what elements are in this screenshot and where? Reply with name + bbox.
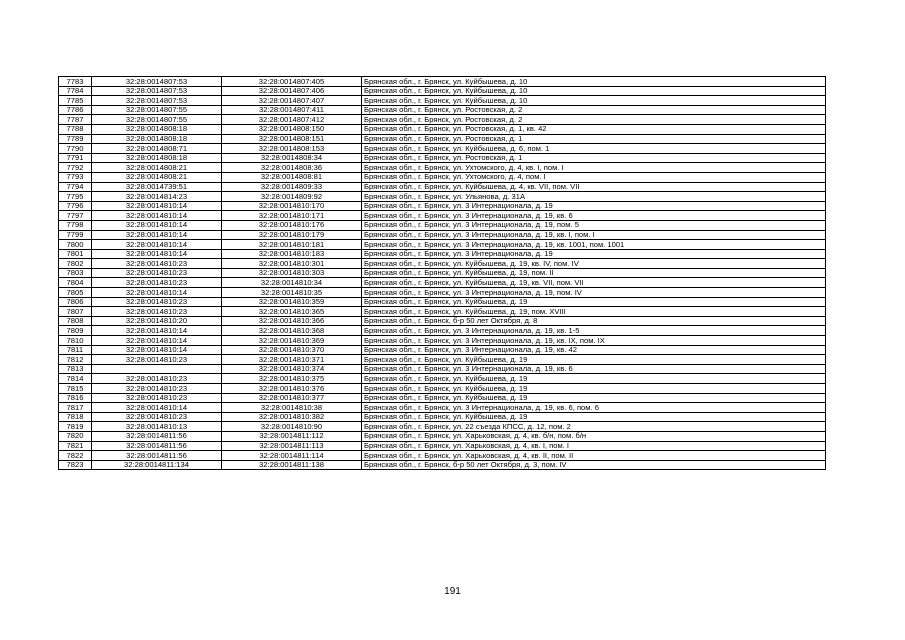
cadastral-number-cell: 32:28:0014810:301 xyxy=(222,259,362,269)
cadastral-number-cell: 32:28:0014809:92 xyxy=(222,192,362,202)
address-cell: Брянская обл., г. Брянск, ул. Куйбышева, д. 19, пом. II xyxy=(362,268,826,278)
row-number-cell: 7804 xyxy=(59,278,92,288)
quarter-number-cell: 32:28:0014807:53 xyxy=(92,77,222,87)
row-number-cell: 7822 xyxy=(59,451,92,461)
cadastral-number-cell: 32:28:0014808:36 xyxy=(222,163,362,173)
quarter-number-cell: 32:28:0014810:23 xyxy=(92,393,222,403)
row-number-cell: 7813 xyxy=(59,364,92,374)
cadastral-number-cell: 32:28:0014807:405 xyxy=(222,77,362,87)
row-number-cell: 7787 xyxy=(59,115,92,125)
quarter-number-cell: 32:28:0014808:71 xyxy=(92,144,222,154)
cadastral-number-cell: 32:28:0014810:181 xyxy=(222,240,362,250)
table-row xyxy=(59,403,826,413)
row-number-cell: 7799 xyxy=(59,230,92,240)
row-number-cell: 7803 xyxy=(59,268,92,278)
cadastral-number-cell: 32:28:0014810:90 xyxy=(222,422,362,432)
row-number-cell: 7807 xyxy=(59,307,92,317)
quarter-number-cell xyxy=(92,364,222,374)
quarter-number-cell: 32:28:0014807:55 xyxy=(92,115,222,125)
row-number-cell: 7786 xyxy=(59,105,92,115)
table-row xyxy=(59,393,826,403)
table-row xyxy=(59,96,826,106)
quarter-number-cell: 32:28:0014810:14 xyxy=(92,249,222,259)
cadastral-number-cell: 32:28:0014807:411 xyxy=(222,105,362,115)
address-cell: Брянская обл., г. Брянск, б-р 50 лет Октября, д. 8 xyxy=(362,316,826,326)
quarter-number-cell: 32:28:0014810:23 xyxy=(92,374,222,384)
table-row xyxy=(59,124,826,134)
table-row xyxy=(59,441,826,451)
cadastral-number-cell: 32:28:0014810:377 xyxy=(222,393,362,403)
address-cell: Брянская обл., г. Брянск, б-р 50 лет Октября, д. 3, пом. IV xyxy=(362,460,826,470)
quarter-number-cell: 32:28:0014810:23 xyxy=(92,412,222,422)
table-row xyxy=(59,115,826,125)
address-cell: Брянская обл., г. Брянск, ул. Ухтомского, д. 4, пом. I xyxy=(362,172,826,182)
address-cell: Брянская обл., г. Брянск, ул. Ульянова, д. 31А xyxy=(362,192,826,202)
row-number-cell: 7823 xyxy=(59,460,92,470)
table-row xyxy=(59,431,826,441)
table-row xyxy=(59,316,826,326)
cadastral-number-cell: 32:28:0014808:151 xyxy=(222,134,362,144)
quarter-number-cell: 32:28:0014810:14 xyxy=(92,230,222,240)
cadastral-number-cell: 32:28:0014810:366 xyxy=(222,316,362,326)
table-row xyxy=(59,105,826,115)
quarter-number-cell: 32:28:0014808:18 xyxy=(92,134,222,144)
table-row xyxy=(59,144,826,154)
row-number-cell: 7793 xyxy=(59,172,92,182)
address-cell: Брянская обл., г. Брянск, ул. 22 съезда КПСС, д. 12, пом. 2 xyxy=(362,422,826,432)
quarter-number-cell: 32:28:0014808:21 xyxy=(92,172,222,182)
address-cell: Брянская обл., г. Брянск, ул. 3 Интернационала, д. 19, кв. 42 xyxy=(362,345,826,355)
address-cell: Брянская обл., г. Брянск, ул. Ростовская, д. 1 xyxy=(362,134,826,144)
address-cell: Брянская обл., г. Брянск, ул. 3 Интернационала, д. 19, кв. I, пом. I xyxy=(362,230,826,240)
row-number-cell: 7791 xyxy=(59,153,92,163)
quarter-number-cell: 32:28:0014811:56 xyxy=(92,431,222,441)
table-row xyxy=(59,249,826,259)
quarter-number-cell: 32:28:0014810:20 xyxy=(92,316,222,326)
table-row xyxy=(59,86,826,96)
quarter-number-cell: 32:28:0014810:23 xyxy=(92,307,222,317)
quarter-number-cell: 32:28:0014810:23 xyxy=(92,355,222,365)
cadastral-number-cell: 32:28:0014808:150 xyxy=(222,124,362,134)
row-number-cell: 7806 xyxy=(59,297,92,307)
row-number-cell: 7783 xyxy=(59,77,92,87)
cadastral-number-cell: 32:28:0014810:35 xyxy=(222,288,362,298)
row-number-cell: 7816 xyxy=(59,393,92,403)
quarter-number-cell: 32:28:0014739:51 xyxy=(92,182,222,192)
address-cell: Брянская обл., г. Брянск, ул. 3 Интернационала, д. 19, кв. 6, пом. 6 xyxy=(362,403,826,413)
quarter-number-cell: 32:28:0014808:18 xyxy=(92,124,222,134)
cadastral-number-cell: 32:28:0014810:34 xyxy=(222,278,362,288)
row-number-cell: 7817 xyxy=(59,403,92,413)
row-number-cell: 7820 xyxy=(59,431,92,441)
row-number-cell: 7812 xyxy=(59,355,92,365)
row-number-cell: 7821 xyxy=(59,441,92,451)
table-row xyxy=(59,451,826,461)
cadastral-number-cell: 32:28:0014810:371 xyxy=(222,355,362,365)
row-number-cell: 7798 xyxy=(59,220,92,230)
cadastral-number-cell: 32:28:0014810:374 xyxy=(222,364,362,374)
quarter-number-cell: 32:28:0014810:23 xyxy=(92,384,222,394)
row-number-cell: 7794 xyxy=(59,182,92,192)
row-number-cell: 7792 xyxy=(59,163,92,173)
cadastral-number-cell: 32:28:0014811:112 xyxy=(222,431,362,441)
registry-table-body xyxy=(59,77,826,470)
table-row xyxy=(59,192,826,202)
address-cell: Брянская обл., г. Брянск, ул. Ростовская, д. 1, кв. 42 xyxy=(362,124,826,134)
address-cell: Брянская обл., г. Брянск, ул. Ухтомского, д. 4, кв. I, пом. I xyxy=(362,163,826,173)
cadastral-number-cell: 32:28:0014810:376 xyxy=(222,384,362,394)
address-cell: Брянская обл., г. Брянск, ул. Куйбышева, д. 6, пом. 1 xyxy=(362,144,826,154)
table-row xyxy=(59,163,826,173)
table-row xyxy=(59,220,826,230)
address-cell: Брянская обл., г. Брянск, ул. Куйбышева, д. 10 xyxy=(362,96,826,106)
registry-table xyxy=(58,76,826,470)
address-cell: Брянская обл., г. Брянск, ул. Куйбышева, д. 19 xyxy=(362,412,826,422)
row-number-cell: 7796 xyxy=(59,201,92,211)
table-row xyxy=(59,326,826,336)
table-row xyxy=(59,172,826,182)
row-number-cell: 7785 xyxy=(59,96,92,106)
table-row xyxy=(59,259,826,269)
quarter-number-cell: 32:28:0014810:23 xyxy=(92,278,222,288)
address-cell: Брянская обл., г. Брянск, ул. Куйбышева, д. 19 xyxy=(362,384,826,394)
row-number-cell: 7810 xyxy=(59,336,92,346)
address-cell: Брянская обл., г. Брянск, ул. 3 Интернационала, д. 19, пом. 5 xyxy=(362,220,826,230)
table-row xyxy=(59,412,826,422)
address-cell: Брянская обл., г. Брянск, ул. Куйбышева, д. 19, кв. IV, пом. IV xyxy=(362,259,826,269)
row-number-cell: 7790 xyxy=(59,144,92,154)
cadastral-number-cell: 32:28:0014809:33 xyxy=(222,182,362,192)
row-number-cell: 7784 xyxy=(59,86,92,96)
address-cell: Брянская обл., г. Брянск, ул. 3 Интернационала, д. 19, кв. 1-5 xyxy=(362,326,826,336)
cadastral-number-cell: 32:28:0014810:38 xyxy=(222,403,362,413)
table-row xyxy=(59,182,826,192)
address-cell: Брянская обл., г. Брянск, ул. Куйбышева, д. 10 xyxy=(362,77,826,87)
cadastral-number-cell: 32:28:0014807:406 xyxy=(222,86,362,96)
quarter-number-cell: 32:28:0014808:18 xyxy=(92,153,222,163)
cadastral-number-cell: 32:28:0014810:183 xyxy=(222,249,362,259)
address-cell: Брянская обл., г. Брянск, ул. Ростовская, д. 1 xyxy=(362,153,826,163)
row-number-cell: 7797 xyxy=(59,211,92,221)
quarter-number-cell: 32:28:0014807:53 xyxy=(92,96,222,106)
address-cell: Брянская обл., г. Брянск, ул. 3 Интернационала, д. 19, пом. IV xyxy=(362,288,826,298)
address-cell: Брянская обл., г. Брянск, ул. Ростовская, д. 2 xyxy=(362,115,826,125)
cadastral-number-cell: 32:28:0014808:34 xyxy=(222,153,362,163)
cadastral-number-cell: 32:28:0014810:365 xyxy=(222,307,362,317)
table-row xyxy=(59,211,826,221)
quarter-number-cell: 32:28:0014810:14 xyxy=(92,326,222,336)
table-row xyxy=(59,240,826,250)
address-cell: Брянская обл., г. Брянск, ул. 3 Интернационала, д. 19 xyxy=(362,249,826,259)
table-row xyxy=(59,77,826,87)
cadastral-number-cell: 32:28:0014807:412 xyxy=(222,115,362,125)
table-row xyxy=(59,355,826,365)
quarter-number-cell: 32:28:0014810:23 xyxy=(92,297,222,307)
table-row xyxy=(59,374,826,384)
address-cell: Брянская обл., г. Брянск, ул. Куйбышева, д. 19 xyxy=(362,297,826,307)
address-cell: Брянская обл., г. Брянск, ул. 3 Интернационала, д. 19, кв. 6 xyxy=(362,211,826,221)
row-number-cell: 7800 xyxy=(59,240,92,250)
cadastral-number-cell: 32:28:0014811:113 xyxy=(222,441,362,451)
quarter-number-cell: 32:28:0014810:23 xyxy=(92,259,222,269)
cadastral-number-cell: 32:28:0014810:171 xyxy=(222,211,362,221)
table-row xyxy=(59,297,826,307)
cadastral-number-cell: 32:28:0014807:407 xyxy=(222,96,362,106)
quarter-number-cell: 32:28:0014811:56 xyxy=(92,441,222,451)
table-row xyxy=(59,230,826,240)
row-number-cell: 7815 xyxy=(59,384,92,394)
row-number-cell: 7788 xyxy=(59,124,92,134)
cadastral-number-cell: 32:28:0014811:138 xyxy=(222,460,362,470)
table-row xyxy=(59,268,826,278)
table-row xyxy=(59,278,826,288)
quarter-number-cell: 32:28:0014811:134 xyxy=(92,460,222,470)
address-cell: Брянская обл., г. Брянск, ул. Куйбышева, д. 19 xyxy=(362,355,826,365)
cadastral-number-cell: 32:28:0014810:370 xyxy=(222,345,362,355)
address-cell: Брянская обл., г. Брянск, ул. Куйбышева, д. 19, пом. XVIII xyxy=(362,307,826,317)
table-row xyxy=(59,134,826,144)
cadastral-number-cell: 32:28:0014808:153 xyxy=(222,144,362,154)
quarter-number-cell: 32:28:0014810:23 xyxy=(92,268,222,278)
quarter-number-cell: 32:28:0014810:14 xyxy=(92,336,222,346)
cadastral-number-cell: 32:28:0014810:369 xyxy=(222,336,362,346)
cadastral-number-cell: 32:28:0014808:81 xyxy=(222,172,362,182)
quarter-number-cell: 32:28:0014810:14 xyxy=(92,201,222,211)
table-row xyxy=(59,422,826,432)
address-cell: Брянская обл., г. Брянск, ул. Куйбышева, д. 10 xyxy=(362,86,826,96)
quarter-number-cell: 32:28:0014811:56 xyxy=(92,451,222,461)
cadastral-number-cell: 32:28:0014810:375 xyxy=(222,374,362,384)
quarter-number-cell: 32:28:0014810:14 xyxy=(92,345,222,355)
cadastral-number-cell: 32:28:0014810:303 xyxy=(222,268,362,278)
address-cell: Брянская обл., г. Брянск, ул. Ростовская, д. 2 xyxy=(362,105,826,115)
address-cell: Брянская обл., г. Брянск, ул. 3 Интернационала, д. 19, кв. 1001, пом. 1001 xyxy=(362,240,826,250)
address-cell: Брянская обл., г. Брянск, ул. Куйбышева, д. 19 xyxy=(362,393,826,403)
quarter-number-cell: 32:28:0014814:23 xyxy=(92,192,222,202)
cadastral-number-cell: 32:28:0014810:382 xyxy=(222,412,362,422)
address-cell: Брянская обл., г. Брянск, ул. Куйбышева, д. 4, кв. VII, пом. VII xyxy=(362,182,826,192)
cadastral-number-cell: 32:28:0014810:179 xyxy=(222,230,362,240)
quarter-number-cell: 32:28:0014808:21 xyxy=(92,163,222,173)
address-cell: Брянская обл., г. Брянск, ул. Куйбышева, д. 19, кв. VII, пом. VII xyxy=(362,278,826,288)
cadastral-number-cell: 32:28:0014810:170 xyxy=(222,201,362,211)
cadastral-number-cell: 32:28:0014810:359 xyxy=(222,297,362,307)
quarter-number-cell: 32:28:0014810:14 xyxy=(92,288,222,298)
table-row xyxy=(59,345,826,355)
row-number-cell: 7795 xyxy=(59,192,92,202)
quarter-number-cell: 32:28:0014810:14 xyxy=(92,211,222,221)
row-number-cell: 7808 xyxy=(59,316,92,326)
table-row xyxy=(59,153,826,163)
row-number-cell: 7818 xyxy=(59,412,92,422)
address-cell: Брянская обл., г. Брянск, ул. 3 Интернационала, д. 19, кв. IX, пом. IX xyxy=(362,336,826,346)
row-number-cell: 7789 xyxy=(59,134,92,144)
quarter-number-cell: 32:28:0014810:14 xyxy=(92,220,222,230)
cadastral-number-cell: 32:28:0014810:368 xyxy=(222,326,362,336)
address-cell: Брянская обл., г. Брянск, ул. 3 Интернационала, д. 19, кв. 6 xyxy=(362,364,826,374)
quarter-number-cell: 32:28:0014810:14 xyxy=(92,240,222,250)
address-cell: Брянская обл., г. Брянск, ул. 3 Интернационала, д. 19 xyxy=(362,201,826,211)
cadastral-number-cell: 32:28:0014810:176 xyxy=(222,220,362,230)
row-number-cell: 7809 xyxy=(59,326,92,336)
quarter-number-cell: 32:28:0014810:13 xyxy=(92,422,222,432)
quarter-number-cell: 32:28:0014807:55 xyxy=(92,105,222,115)
quarter-number-cell: 32:28:0014810:14 xyxy=(92,403,222,413)
table-row xyxy=(59,307,826,317)
table-row xyxy=(59,336,826,346)
page-number: 191 xyxy=(444,586,461,597)
address-cell: Брянская обл., г. Брянск, ул. Харьковская, д. 4, кв. II, пом. II xyxy=(362,451,826,461)
address-cell: Брянская обл., г. Брянск, ул. Куйбышева, д. 19 xyxy=(362,374,826,384)
table-row xyxy=(59,201,826,211)
row-number-cell: 7811 xyxy=(59,345,92,355)
quarter-number-cell: 32:28:0014807:53 xyxy=(92,86,222,96)
table-row xyxy=(59,384,826,394)
row-number-cell: 7801 xyxy=(59,249,92,259)
table-row xyxy=(59,288,826,298)
cadastral-number-cell: 32:28:0014811:114 xyxy=(222,451,362,461)
table-row xyxy=(59,364,826,374)
address-cell: Брянская обл., г. Брянск, ул. Харьковская, д. 4, кв. б/н, пом. б/н xyxy=(362,431,826,441)
row-number-cell: 7802 xyxy=(59,259,92,269)
row-number-cell: 7805 xyxy=(59,288,92,298)
address-cell: Брянская обл., г. Брянск, ул. Харьковская, д. 4, кв. I, пом. I xyxy=(362,441,826,451)
row-number-cell: 7814 xyxy=(59,374,92,384)
table-row xyxy=(59,460,826,470)
row-number-cell: 7819 xyxy=(59,422,92,432)
